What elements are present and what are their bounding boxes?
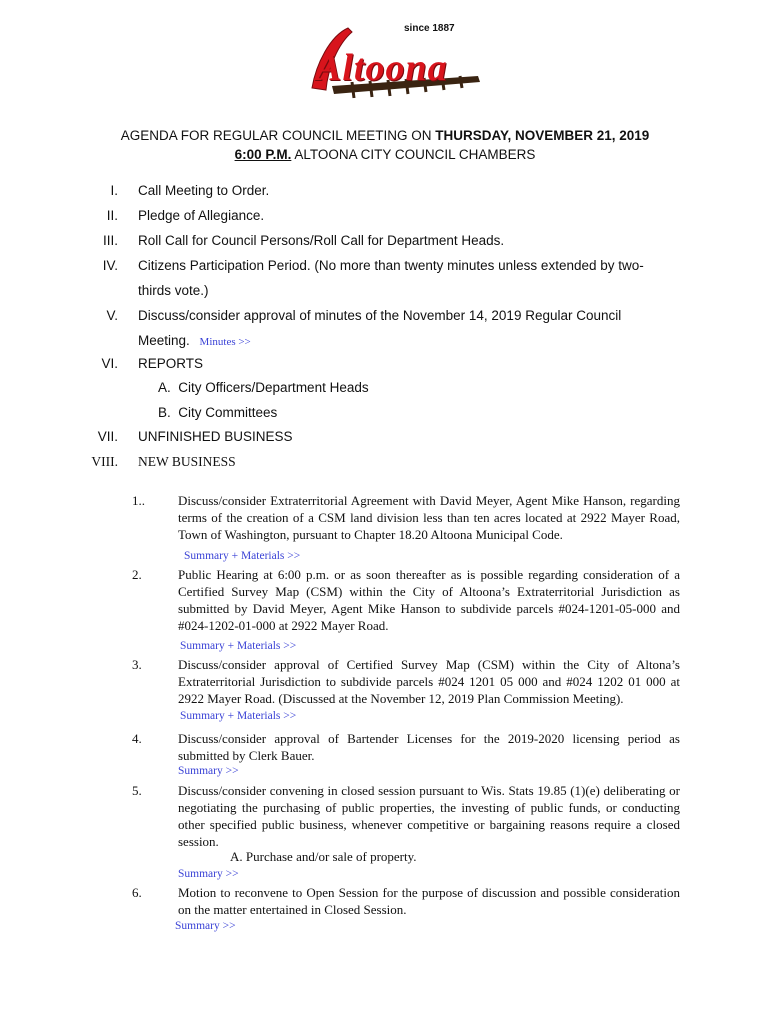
- item-text: UNFINISHED BUSINESS: [138, 429, 293, 444]
- summary-link[interactable]: Summary >>: [175, 920, 236, 932]
- business-number: 6.: [132, 885, 142, 900]
- agenda-subtitle: [0, 147, 770, 162]
- minutes-link[interactable]: Minutes >>: [199, 336, 251, 348]
- business-text: Discuss/consider convening in closed session pursuant to Wis. Stats 19.85 (1)(e) deliberating or negotiating the purchasing of public properties, the investing of public funds, or conducting other specified public business, whenever competitive or bargaining reasons require a closed session.: [178, 783, 680, 849]
- agenda-title: [0, 128, 770, 143]
- report-letter: B.: [158, 405, 171, 420]
- item-number: VII.: [97, 429, 118, 444]
- report-letter: A.: [158, 380, 171, 395]
- item-text: NEW BUSINESS: [138, 454, 236, 469]
- report-item: [158, 380, 718, 395]
- meeting-label: Meeting.: [138, 333, 190, 348]
- business-text: Discuss/consider approval of Bartender Licenses for the 2019-2020 licensing period as submitted by Clerk Bauer.: [178, 731, 680, 763]
- item-number: I.: [110, 183, 118, 198]
- item-text: REPORTS: [138, 356, 204, 371]
- business-number: 2.: [132, 567, 142, 582]
- business-number: 1..: [132, 493, 145, 508]
- report-text: City Officers/Department Heads: [178, 380, 369, 395]
- logo-since-text: since 1887: [404, 23, 455, 34]
- item-number: V.: [106, 308, 118, 323]
- item-number: IV.: [102, 258, 118, 273]
- item-text: Call Meeting to Order.: [138, 183, 270, 198]
- item-number: VIII.: [91, 454, 118, 469]
- summary-materials-link[interactable]: Summary + Materials >>: [184, 550, 301, 562]
- business-text: Motion to reconvene to Open Session for the purpose of discussion and possible consideration on the matter entertained in Closed Session.: [178, 885, 680, 917]
- item-text: Pledge of Allegiance.: [138, 208, 265, 223]
- business-number: 4.: [132, 731, 142, 746]
- summary-link[interactable]: Summary >>: [178, 868, 239, 880]
- business-text: Discuss/consider approval of Certified Survey Map (CSM) within the City of Altona’s Extraterritorial Jurisdiction to subdivide parcels #024 1201 05 000 and #024 1202 01 000 at 2922 Mayer Road. (Discussed at the November 12, 2019 Plan Commission Meeting).: [178, 657, 680, 706]
- title-prefix: AGENDA FOR REGULAR COUNCIL MEETING ON: [120, 128, 436, 143]
- item-text-continued: thirds vote.): [138, 283, 209, 298]
- business-text: Discuss/consider Extraterritorial Agreement with David Meyer, Agent Mike Hanson, regarding terms of the creation of a CSM land division less than ten acres located at 2922 Mayer Road, Town of Washington, pursuant to Chapter 18.20 Altoona Municipal Code.: [178, 493, 680, 542]
- closed-session-subitem: A. Purchase and/or sale of property.: [230, 849, 417, 864]
- item-text: Citizens Participation Period. (No more than twenty minutes unless extended by two-: [138, 258, 644, 273]
- meeting-location: ALTOONA CITY COUNCIL CHAMBERS: [291, 147, 536, 162]
- report-item: [158, 405, 718, 420]
- business-number: 5.: [132, 783, 142, 798]
- item-text-continued: [138, 333, 698, 348]
- item-text: Discuss/consider approval of minutes of the November 14, 2019 Regular Council: [138, 308, 622, 323]
- meeting-date: THURSDAY, NOVEMBER 21, 2019: [435, 128, 650, 143]
- item-number: III.: [102, 233, 118, 248]
- business-text: Public Hearing at 6:00 p.m. or as soon thereafter as is possible regarding consideration of a Certified Survey Map (CSM) within the City of Altoona’s Extraterritorial Jurisdiction as submitted by David Meyer, Agent Mike Hanson to subdivide parcels #024-1201-05-000 and #024-1202-01-000 at 2922 Mayer Road.: [178, 567, 680, 633]
- altoona-logo: [292, 18, 482, 100]
- business-number: 3.: [132, 657, 142, 672]
- summary-materials-link[interactable]: Summary + Materials >>: [180, 710, 297, 722]
- item-number: VI.: [101, 356, 118, 371]
- report-text: City Committees: [178, 405, 278, 420]
- summary-materials-link[interactable]: Summary + Materials >>: [180, 640, 297, 652]
- item-text: Roll Call for Council Persons/Roll Call for Department Heads.: [138, 233, 505, 248]
- item-number: II.: [106, 208, 118, 223]
- meeting-time: 6:00 P.M.: [234, 147, 292, 162]
- logo-wordmark: Altoona: [316, 47, 448, 89]
- summary-link[interactable]: Summary >>: [178, 765, 239, 777]
